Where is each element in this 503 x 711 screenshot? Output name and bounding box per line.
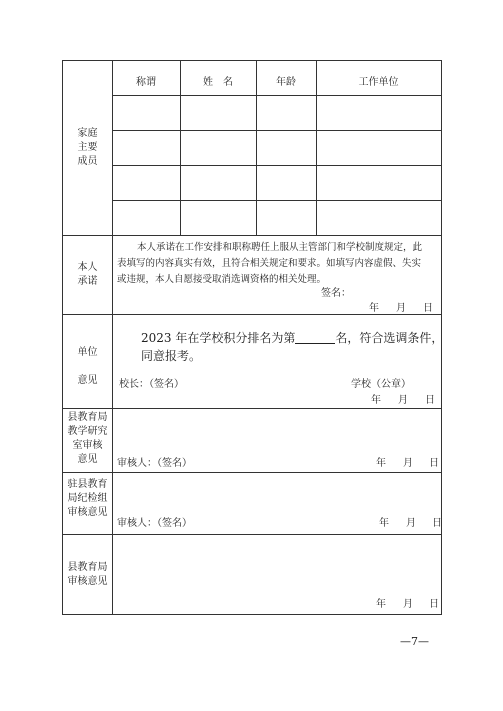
- page-number: —7—: [400, 635, 429, 648]
- bureau-date-day: 日: [429, 599, 439, 610]
- family-header-name: 姓 名: [203, 77, 233, 88]
- family-grid-line: [112, 165, 441, 166]
- bureau-date-month: 月: [403, 599, 413, 610]
- commitment-date-month: 月: [396, 303, 406, 314]
- commitment-text: 本人承诺在工作安排和职称聘任上服从主管部门和学校制度规定，此 表填写的内容真实有效，且符合相关规定和要求。如填写内容虚假、失实 或违规，本人自愿接受取消选调资格的相关处理。: [117, 242, 423, 285]
- application-form-table: [62, 60, 442, 615]
- row-divider: [63, 235, 441, 236]
- commitment-label: 本人 承诺: [77, 262, 98, 287]
- rank-blank: [295, 331, 335, 344]
- family-header-relation: 称谓: [136, 77, 156, 88]
- discipline-reviewer-signature: 审核人：（签名）: [117, 518, 192, 529]
- family-grid-line: [112, 200, 441, 201]
- unit-date-day: 日: [425, 395, 435, 406]
- bureau-label: 县教育局 审核意见: [67, 562, 108, 587]
- family-label: 家庭 主要 成员: [77, 128, 98, 167]
- teaching-date-day: 日: [429, 458, 439, 469]
- discipline-date-year: 年: [379, 518, 389, 529]
- unit-opinion-label: 单位 意见: [77, 347, 98, 386]
- teaching-reviewer-signature: 审核人：（签名）: [117, 458, 192, 469]
- commitment-date-day: 日: [423, 303, 433, 314]
- row-divider: [63, 314, 441, 315]
- unit-ranking-statement: 2023 年在学校积分排名为第 名，符合选调条件，: [141, 331, 444, 345]
- bureau-date-year: 年: [376, 599, 386, 610]
- row-divider: [63, 534, 441, 535]
- unit-principal-signature: 校长：（签名）: [119, 379, 184, 390]
- family-header-workplace: 工作单位: [358, 77, 399, 88]
- discipline-group-label: 驻县教育 局纪检组 审核意见: [67, 479, 108, 518]
- teaching-date-month: 月: [403, 458, 413, 469]
- teaching-date-year: 年: [376, 458, 386, 469]
- commitment-date-year: 年: [369, 303, 379, 314]
- family-grid-line: [112, 130, 441, 131]
- unit-date-year: 年: [371, 395, 381, 406]
- family-header-age: 年龄: [276, 77, 296, 88]
- discipline-date-day: 日: [432, 518, 442, 529]
- row-divider: [63, 408, 441, 409]
- unit-date-month: 月: [398, 395, 408, 406]
- row-divider: [63, 472, 441, 473]
- teaching-office-label: 县教育局 教学研究 室审核 意见: [67, 412, 108, 465]
- unit-approve-text: 同意报考。: [141, 349, 202, 363]
- family-grid-line: [112, 95, 441, 96]
- unit-school-seal: 学校（公章）: [351, 379, 411, 390]
- discipline-date-month: 月: [406, 518, 416, 529]
- label-column-divider: [112, 61, 113, 614]
- commitment-signature: 签名：: [321, 288, 351, 299]
